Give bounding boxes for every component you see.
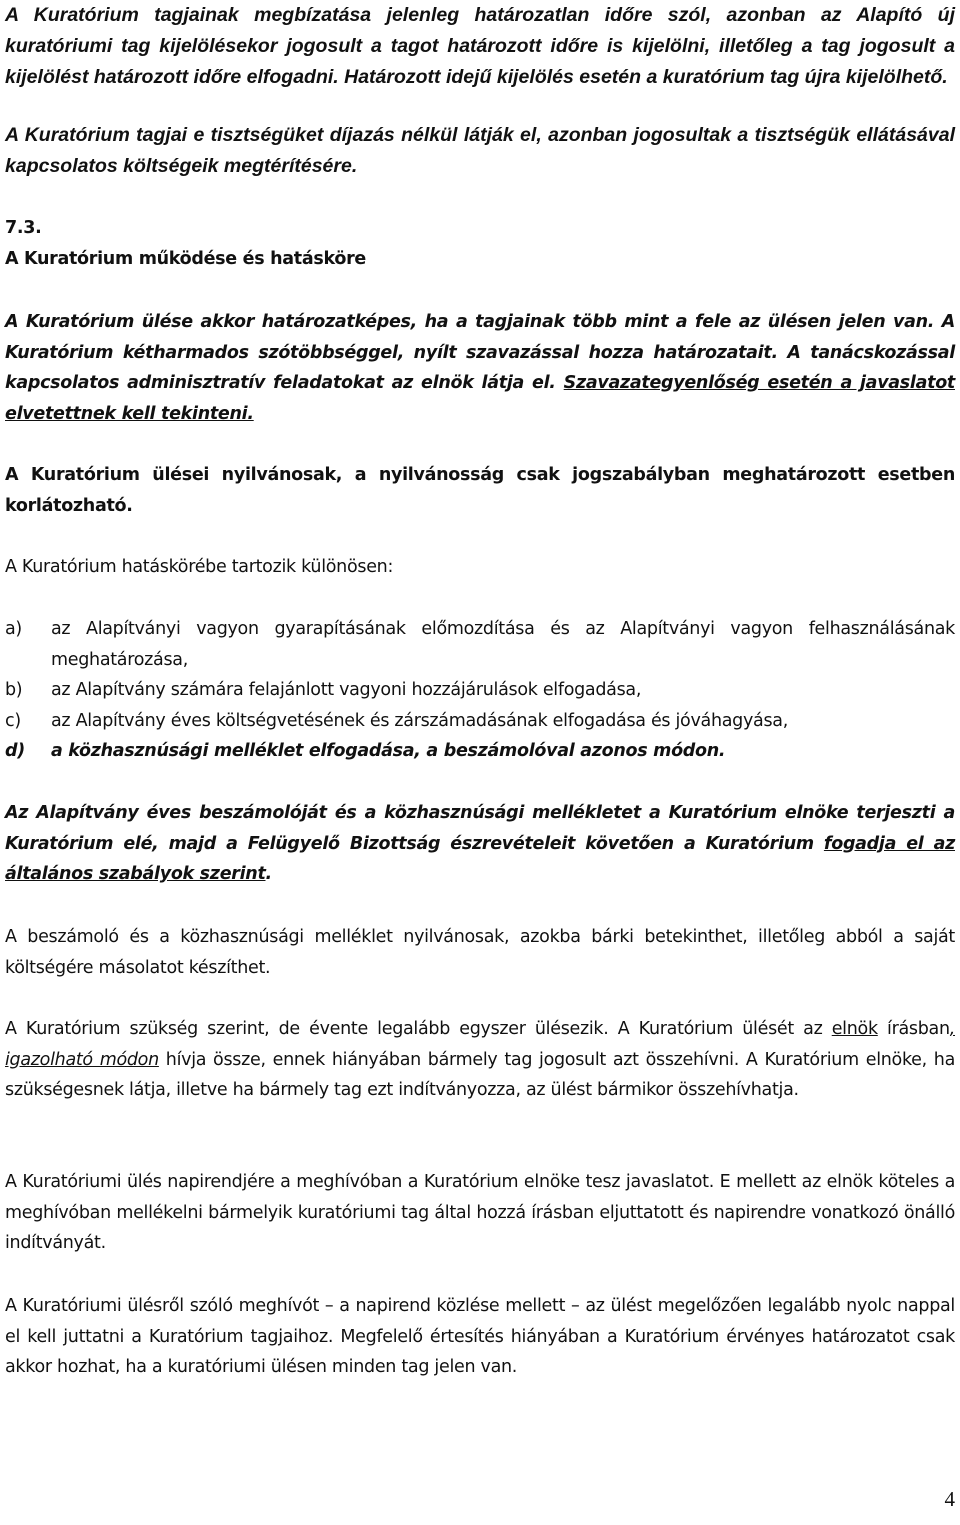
list-item <box>5 736 955 767</box>
list-item-text: az Alapítványi vagyon gyarapításának előmozdítása és az Alapítványi vagyon felhasználásának meghatározása, <box>51 619 955 670</box>
paragraph-competence-intro: A Kuratórium hatáskörébe tartozik különösen: <box>5 557 394 577</box>
paragraph-annual-report <box>5 798 955 890</box>
list-item <box>5 675 955 706</box>
in-writing-text: írásban <box>877 1019 950 1039</box>
meeting-frequency-text: A Kuratórium szükség szerint, de évente legalább egyszer ülésezik. A Kuratórium ülését az <box>5 1019 823 1039</box>
list-item-label: c) <box>5 710 21 731</box>
list-item-text: a közhasznúsági melléklet elfogadása, a beszámolóval azonos módon. <box>51 741 726 761</box>
verifiable-underlined: , igazolható módon <box>5 1019 955 1070</box>
paragraph-quorum <box>5 307 955 429</box>
paragraph-term-of-office: A Kuratórium tagjainak megbízatása jelenleg határozatlan időre szól, azonban az Alapító új kuratóriumi tag kijelölésekor jogosult a tagot határozott időre is kijelölni, illetőleg a tag jogosult a kijelölést határozott időre elfogadni. Határozott idejű kijelölés esetén a kuratórium tag újra kijelölhető. <box>5 4 955 88</box>
annual-report-text: Az Alapítvány éves beszámolóját és a közhasznúsági mellékletet a Kuratórium elnöke terjeszti a Kuratórium elé, majd a Felügyelő Bizottság észrevételeit követően a Kuratórium <box>5 803 955 854</box>
paragraph-meeting-frequency <box>5 1014 955 1106</box>
list-item-text: az Alapítvány számára felajánlott vagyoni hozzájárulások elfogadása, <box>51 680 642 700</box>
page-number: 4 <box>944 1487 955 1511</box>
section-number: 7.3. <box>5 218 42 238</box>
competence-list <box>5 614 955 767</box>
list-item-label: b) <box>5 680 23 700</box>
meeting-convening-text: hívja össze, ennek hiányában bármely tag jogosult azt összehívni. A Kuratórium elnöke, ha szükségesnek látja, illetve ha bármely tag ezt indítványozza, az ülést bármikor összehívhatja. <box>5 1049 955 1100</box>
list-item-label: d) <box>5 741 25 761</box>
list-item <box>5 706 955 737</box>
paragraph-remuneration: A Kuratórium tagjai e tisztségüket díjazás nélkül látják el, azonban jogosultak a tisztségük ellátásával kapcsolatos költségeik megtérítésére. <box>5 124 955 177</box>
paragraph-invitation: A Kuratóriumi ülésről szóló meghívót – a napirend közlése mellett – az ülést megelőzően legalább nyolc nappal el kell juttatni a Kuratórium tagjaihoz. Megfelelő értesítés hiányában a Kuratórium érvényes határozatot csak akkor hozhat, ha a kuratóriumi ülésen minden tag jelen van. <box>5 1296 955 1377</box>
section-title: A Kuratórium működése és hatásköre <box>5 249 366 269</box>
tie-vote-text: Szavazategyenlőség esetén a javaslatot elvetettnek kell tekinteni. <box>5 373 955 424</box>
chairman-underlined: elnök <box>831 1019 878 1039</box>
list-item-text: az Alapítvány éves költségvetésének és zárszámadásának elfogadása és jóváhagyása, <box>51 710 788 731</box>
annual-report-end: . <box>265 864 272 884</box>
annual-report-underlined: fogadja el az általános szabályok szerint <box>5 833 955 884</box>
quorum-text: A Kuratórium ülése akkor határozatképes, ha a tagjainak több mint a fele az ülésen jelen van. A Kuratórium kétharmados szótöbbséggel, nyílt szavazással hozza határozatait. A tanácskozással kapcsolatos adminisztratív feladatokat az elnök látja el. <box>5 312 955 393</box>
paragraph-public-meetings: A Kuratórium ülései nyilvánosak, a nyilvánosság csak jogszabályban meghatározott esetben korlátozható. <box>5 465 955 516</box>
paragraph-agenda: A Kuratóriumi ülés napirendjére a meghívóban a Kuratórium elnöke tesz javaslatot. E mellett az elnök köteles a meghívóban mellékelni bármelyik kuratóriumi tag által hozzá írásban eljuttatott és napirendre vonatkozó önálló indítványát. <box>5 1172 955 1253</box>
list-item <box>5 614 955 675</box>
paragraph-publicity: A beszámoló és a közhasznúsági melléklet nyilvánosak, azokba bárki betekinthet, illetőleg abból a saját költségére másolatot készíthet. <box>5 927 955 978</box>
list-item-label: a) <box>5 619 22 639</box>
